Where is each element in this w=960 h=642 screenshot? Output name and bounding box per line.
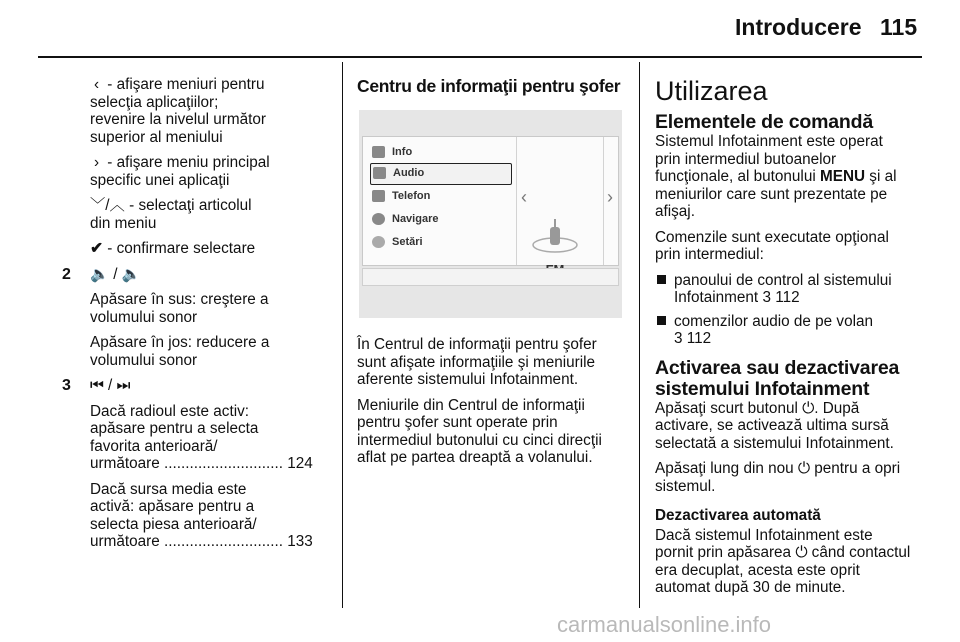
radio-text: Dacă radioul este activ: apăsare pentru a selecta favorita anterioară/ următoare ............................ 124 <box>90 402 313 472</box>
panel-divider <box>603 137 604 265</box>
column-divider-2 <box>639 62 640 608</box>
header-title: Introducere <box>735 14 862 40</box>
paragraph: În Centrul de informaţii pentru şofer sunt afişate informaţiile şi meniurile aferente sistemului Infotainment. <box>357 336 597 388</box>
phone-icon <box>372 190 385 202</box>
display-status-bar <box>362 268 619 286</box>
section-heading: Elementele de comandă <box>655 111 873 133</box>
paragraph: Apăsaţi scurt butonul ⏻. După activare, se activează ultima sursă selectată a sistemului Infotainment. <box>655 399 894 452</box>
skip-icons: ⏮ / ⏭ <box>90 377 131 394</box>
control-item <box>90 154 335 189</box>
bullet-icon <box>657 275 666 284</box>
item-3 <box>62 377 335 551</box>
panel-divider <box>516 137 517 265</box>
page-ref: 3 112 <box>762 289 800 306</box>
item-number: 3 <box>62 377 71 394</box>
chevron-left-icon: ‹ <box>521 187 527 207</box>
section-heading: Activarea sau dezactivarea sistemului Infotainment <box>655 356 900 400</box>
menu-item-settings: Setări <box>370 233 510 253</box>
item-2 <box>62 265 335 370</box>
page-ref: următoare ............................ 133 <box>90 533 313 550</box>
chevron-up-down-icon: ﹀/︿ <box>90 197 125 214</box>
control-item <box>90 76 335 146</box>
volume-up-text: Apăsare în sus: creştere a volumului sonor <box>90 291 269 326</box>
power-icon: ⏻ <box>795 544 808 561</box>
menu-item-audio: Audio <box>370 163 512 185</box>
right-column <box>655 76 945 605</box>
left-column <box>62 76 335 559</box>
bullet-icon <box>657 316 666 325</box>
checkmark-icon: ✔ <box>90 240 103 257</box>
menu-item-navigation: Navigare <box>370 210 510 230</box>
control-desc: - confirmare selectare <box>103 240 256 257</box>
audio-icon <box>373 167 386 179</box>
chevron-left-icon: ‹ <box>93 76 100 93</box>
menu-item-info: Info <box>370 143 510 163</box>
header-rule <box>38 56 922 58</box>
paragraph: Meniurile din Centrul de informaţii pentru şofer sunt operate prin intermediul butonului cu cinci direcţii aflat pe partea dreaptă a volanului. <box>357 396 602 466</box>
display-panel <box>362 136 619 266</box>
paragraph: Sistemul Infotainment este operat prin intermediul butoanelor funcţionale, al butonului MENU şi al meniurilor care sunt prezentate pe afişaj. <box>655 133 897 220</box>
page-ref: 3 112 <box>674 330 712 347</box>
item-number: 2 <box>62 265 71 283</box>
info-icon <box>372 146 385 158</box>
list-item: comenzilor audio de pe volan 3 112 <box>655 313 945 348</box>
radio-icon <box>526 217 584 257</box>
chapter-title: Utilizarea <box>655 76 768 106</box>
control-item <box>90 197 335 232</box>
chevron-right-icon: › <box>607 187 613 207</box>
chevron-right-icon: › <box>93 154 100 171</box>
control-desc: - selectaţi articolul din meniu <box>90 197 252 232</box>
control-desc: - afişare meniuri pentru selecţia aplicaţiilor; revenire la nivelul următor superior al meniului <box>90 76 266 146</box>
media-text: Dacă sursa media este activă: apăsare pentru a selecta piesa anterioară/ următoare ............................ 133 <box>90 480 313 550</box>
paragraph: Dacă sistemul Infotainment este pornit prin apăsarea ⏻ când contactul era decuplat, acesta este oprit automat după 30 de minute. <box>655 526 911 596</box>
navigation-icon <box>372 213 385 225</box>
middle-body <box>357 336 632 475</box>
paragraph: Comenzile sunt executate opţional prin intermediul: <box>655 228 889 263</box>
menu-item-phone: Telefon <box>370 187 510 207</box>
paragraph: Apăsaţi lung din nou ⏻ pentru a opri sistemul. <box>655 460 901 495</box>
middle-column <box>357 78 629 96</box>
display-screenshot <box>359 110 622 318</box>
page-ref: următoare ............................ 124 <box>90 455 313 472</box>
power-icon: ⏻ <box>802 399 815 417</box>
control-item <box>90 240 335 258</box>
section-heading: Centru de informaţii pentru şofer <box>357 76 621 96</box>
power-icon: ⏻ <box>797 460 810 477</box>
volume-down-text: Apăsare în jos: reducere a volumului sonor <box>90 334 270 369</box>
volume-icons: 🔈 / 🔈 <box>90 265 141 283</box>
control-desc: - afişare meniu principal specific unei aplicaţii <box>90 154 270 189</box>
watermark: carmanualsonline.info <box>557 612 772 637</box>
subsection-heading: Dezactivarea automată <box>655 507 821 524</box>
settings-icon <box>372 236 385 248</box>
list-item: panoului de control al sistemului Infotainment 3 112 <box>655 272 945 307</box>
menu-button-label: MENU <box>820 168 866 185</box>
column-divider-1 <box>342 62 343 608</box>
page-number: 115 <box>880 14 918 40</box>
